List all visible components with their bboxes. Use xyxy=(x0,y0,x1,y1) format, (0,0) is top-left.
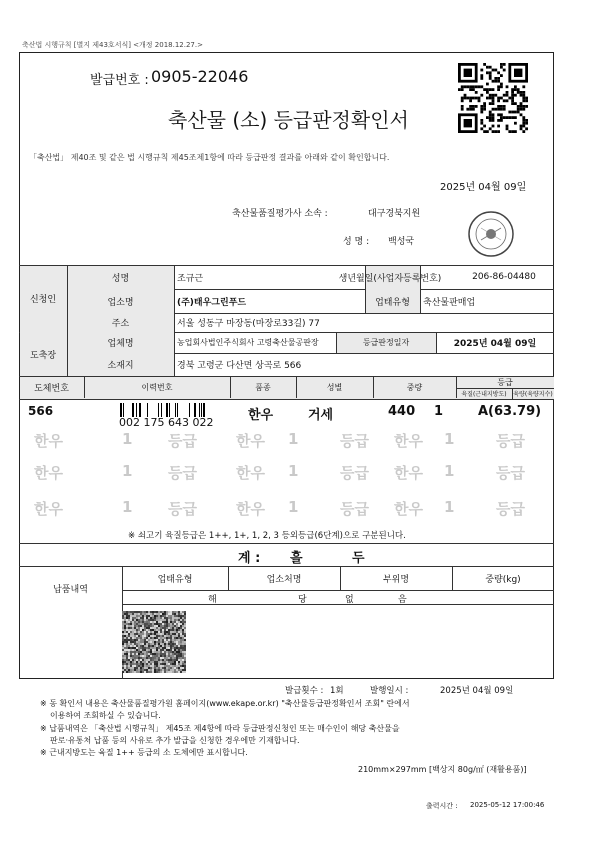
breed-value: 한우 xyxy=(248,408,274,423)
note-4: 판로·유통처 납품 등의 사유로 추가 발급을 신청한 경우에만 기재합니다. xyxy=(50,736,300,745)
slaughter-no: 566 xyxy=(28,404,54,418)
applicant-name-label: 성명 xyxy=(111,273,130,284)
watermark-text: 등급 xyxy=(340,432,369,450)
col-trace-no: 이력번호 xyxy=(141,383,173,392)
issue-no-label: 발급번호 : xyxy=(90,73,149,88)
inspector-name-label: 성 명 : xyxy=(343,237,370,247)
note-1: ※ 동 확인서 내용은 축산물품질평가원 홈페이지(www.ekape.or.kr) "축산물등급판정확인서 조회" 란에서 xyxy=(40,699,410,708)
slaughter-company-label: 업체명 xyxy=(107,339,134,349)
total-value: 두 xyxy=(352,551,365,566)
issue-date: 2025년 04월 09일 xyxy=(440,686,514,696)
empty-note-4: 음 xyxy=(398,595,407,605)
weight-value: 440 xyxy=(388,404,416,419)
watermark-text: 1 xyxy=(288,462,299,480)
agency-value: 대구경북지원 xyxy=(368,209,421,219)
print-time-label: 출력시간 : xyxy=(426,802,458,810)
watermark-text: 1 xyxy=(444,430,455,448)
watermark-text: 한우 xyxy=(394,500,423,518)
birth-value: 206-86-04480 xyxy=(472,272,536,282)
watermark-text: 한우 xyxy=(394,464,423,482)
statement: 「축산법」 제40조 및 같은 법 시행규칙 제45조제1항에 따라 등급판정 결과를 아래와 같이 확인합니다. xyxy=(29,153,390,162)
watermark-text: 1 xyxy=(288,498,299,516)
page-title: 축산물 (소) 등급판정확인서 xyxy=(168,108,409,132)
watermark-text: 한우 xyxy=(34,500,63,518)
watermark-text: 등급 xyxy=(168,500,197,518)
note-5: ※ 근내지방도는 육질 1++ 등급의 소 도체에만 표시합니다. xyxy=(40,748,248,757)
address-label: 주소 xyxy=(111,319,130,329)
watermark-text: 등급 xyxy=(340,464,369,482)
official-seal-icon xyxy=(467,210,515,258)
note-2: 이용하여 조회하실 수 있습니다. xyxy=(50,711,161,720)
watermark-text: 등급 xyxy=(168,464,197,482)
watermark-text: 한우 xyxy=(34,464,63,482)
col-slaughter-no: 도체번호 xyxy=(34,384,69,394)
watermark-text: 1 xyxy=(444,462,455,480)
location-value: 경북 고령군 다산면 상곡로 566 xyxy=(177,361,302,371)
sex-value: 거세 xyxy=(308,408,334,423)
meat-quality-value: 1 xyxy=(434,404,444,419)
watermark-text: 등급 xyxy=(340,500,369,518)
location-label: 소재지 xyxy=(107,361,134,371)
watermark-text: 1 xyxy=(122,430,133,448)
watermark-text: 1 xyxy=(288,430,299,448)
company-label: 업소명 xyxy=(107,297,134,308)
note-3: ※ 납품내역은 「축산법 시행규칙」 제45조 제4항에 따라 등급판정신청인 또는 매수인이 해당 축산물을 xyxy=(40,724,400,733)
watermark-text: 등급 xyxy=(496,464,525,482)
col-weight: 중량 xyxy=(406,383,423,392)
inspector-name: 백성국 xyxy=(388,237,415,247)
biz-type-value: 축산물판매업 xyxy=(423,297,476,308)
birth-label: 생년월일(사업자등록번호) xyxy=(338,273,442,284)
watermark-text: 한우 xyxy=(236,432,265,450)
slaughter-company-value: 농업회사법인주식회사 고령축산물공판장 xyxy=(177,338,319,347)
issue-no: 0905-22046 xyxy=(151,67,249,86)
col-breed: 품종 xyxy=(255,383,271,392)
delivery-label: 납품내역 xyxy=(53,584,88,595)
company-value: (주)태우그린푸드 xyxy=(177,297,247,308)
col-grade: 등급 xyxy=(497,377,513,387)
qr-code-icon xyxy=(458,63,528,133)
watermark-text: 한우 xyxy=(394,432,423,450)
delivery-col-company: 업소처명 xyxy=(266,574,302,585)
security-pattern-icon xyxy=(122,611,186,673)
grade-date-value: 2025년 04월 09일 xyxy=(453,339,537,349)
issue-date-label: 발행일시 : xyxy=(370,686,409,696)
certificate-date: 2025년 04월 09일 xyxy=(440,182,527,193)
empty-note-3: 없 xyxy=(345,595,354,605)
delivery-col-weight: 중량(kg) xyxy=(485,574,521,585)
grade-footnote: ※ 쇠고기 육질등급은 1++, 1+, 1, 2, 3 등외등급(6단계)으로 구분된니다. xyxy=(128,531,406,541)
col-sex: 성별 xyxy=(326,383,343,392)
watermark-text: 한우 xyxy=(236,464,265,482)
total-flag: 흘 xyxy=(290,551,303,566)
print-time: 2025-05-12 17:00:46 xyxy=(470,801,545,809)
empty-note-1: 해 xyxy=(208,595,217,605)
empty-note-2: 당 xyxy=(298,595,307,605)
barcode-icon xyxy=(120,402,212,416)
col-meat-quality: 육질(근내지방도) xyxy=(461,391,507,398)
col-yield: 육량(육량지수) xyxy=(513,391,553,398)
paper-spec: 210mm×297mm [백상지 80g/㎡ (재활용품)] xyxy=(358,765,527,774)
watermark-text: 등급 xyxy=(168,432,197,450)
issue-count-label: 발급횟수 : xyxy=(285,686,324,696)
watermark-text: 등급 xyxy=(496,500,525,518)
issue-count: 1회 xyxy=(330,686,344,696)
address-value: 서울 성동구 마장동(마장로33길) 77 xyxy=(177,319,320,329)
watermark-text: 1 xyxy=(122,462,133,480)
trace-no: 002 175 643 022 xyxy=(119,416,214,429)
form-note: 축산법 시행규칙 [별지 제43호서식] <개정 2018.12.27.> xyxy=(22,41,203,49)
applicant-section-label: 신청인 xyxy=(29,295,57,305)
biz-type-label: 업태유형 xyxy=(375,297,410,308)
watermark-text: 1 xyxy=(444,498,455,516)
delivery-col-biz-type: 업태유형 xyxy=(157,574,193,585)
watermark-text: 한우 xyxy=(34,432,63,450)
watermark-text: 한우 xyxy=(236,500,265,518)
applicant-name: 조규근 xyxy=(177,273,204,284)
delivery-col-part: 부위명 xyxy=(382,574,410,585)
watermark-text: 1 xyxy=(122,498,133,516)
agency-label: 축산물품질평가사 소속 : xyxy=(232,209,328,219)
yield-value: A(63.79) xyxy=(478,404,542,419)
total-label: 계 : xyxy=(238,551,261,566)
watermark-text: 등급 xyxy=(496,432,525,450)
slaughter-section-label: 도축장 xyxy=(29,350,57,361)
grade-date-label: 등급판정일자 xyxy=(362,338,410,347)
